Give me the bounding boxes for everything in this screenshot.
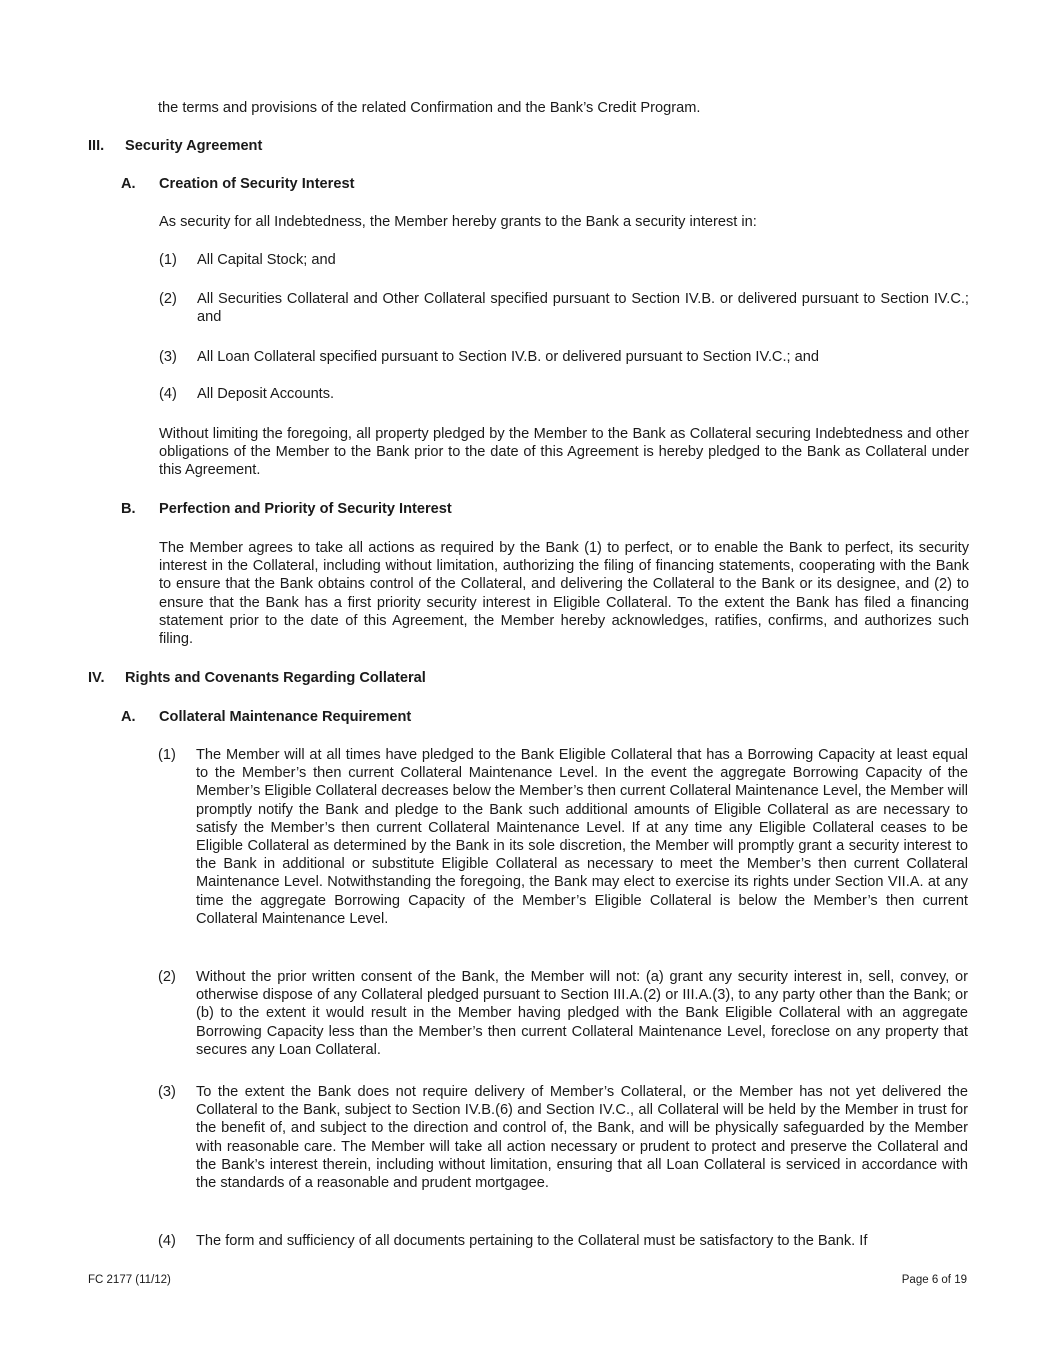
subsection-title: Collateral Maintenance Requirement	[159, 709, 412, 725]
list-item-number: (1)	[159, 252, 177, 268]
subsection-heading-iv-a	[121, 708, 411, 726]
continuation-text: the terms and provisions of the related Confirmation and the Bank’s Credit Program.	[158, 100, 701, 116]
subsection-heading-iii-a	[121, 175, 354, 193]
intro-paragraph: As security for all Indebtedness, the Member hereby grants to the Bank a security interest in:	[159, 214, 757, 230]
list-item	[158, 968, 968, 1059]
section-number: III.	[88, 138, 105, 154]
subsection-letter: A.	[121, 709, 136, 725]
subsection-title: Perfection and Priority of Security Interest	[159, 501, 452, 517]
section-title: Rights and Covenants Regarding Collateral	[125, 670, 426, 686]
section-heading-iii	[88, 137, 262, 155]
list-item-number: (3)	[158, 1084, 176, 1100]
list-item-number: (4)	[158, 1233, 176, 1249]
section-heading-iv	[88, 669, 426, 687]
list-item-text: To the extent the Bank does not require delivery of Member’s Collateral, or the Member has not yet delivered the Collateral to the Bank, subject to Section IV.B.(6) and Section IV.C., all Collateral will be held by the Member in trust for the benefit of, and subject to the direction and control of, the Bank, and will be physically safeguarded by the Member with reasonable care. The Member will take all action necessary or prudent to protect and preserve the Collateral and the Bank’s interest therein, including without limitation, ensuring that all Loan Collateral is serviced in accordance with the standards of a reasonable and prudent mortgagee.	[196, 1084, 968, 1192]
list-item-text: All Securities Collateral and Other Collateral specified pursuant to Section IV.B. or delivered pursuant to Section IV.C.; and	[197, 291, 969, 326]
list-item	[158, 1232, 968, 1250]
list-item-text: All Capital Stock; and	[197, 252, 336, 268]
perfection-paragraph: The Member agrees to take all actions as required by the Bank (1) to perfect, or to enable the Bank to perfect, its security interest in the Collateral, including without limitation, authorizing the filing of financing statements, cooperating with the Bank to ensure that the Bank obtains control of the Collateral, and delivering the Collateral to the Bank or its designee, and (2) to ensure that the Bank has a first priority security interest in Eligible Collateral. To the extent the Bank has filed a financing statement prior to the date of this Agreement, the Member hereby acknowledges, ratifies, confirms, and authorizes such filing.	[159, 540, 969, 648]
list-item-number: (2)	[158, 969, 176, 985]
list-item-text: All Loan Collateral specified pursuant to Section IV.B. or delivered pursuant to Section IV.C.; and	[197, 349, 819, 365]
subsection-letter: A.	[121, 176, 136, 192]
list-item-text: All Deposit Accounts.	[197, 386, 335, 402]
list-item-number: (3)	[159, 349, 177, 365]
list-item	[158, 1083, 968, 1192]
list-item-number: (2)	[159, 291, 177, 307]
section-number: IV.	[88, 670, 105, 686]
subsection-title: Creation of Security Interest	[159, 176, 355, 192]
list-item	[158, 746, 968, 928]
subsection-heading-iii-b	[121, 500, 452, 518]
footer-form-id: FC 2177 (11/12)	[88, 1274, 171, 1286]
list-item-text: The Member will at all times have pledged to the Bank Eligible Collateral that has a Borrowing Capacity at least equal to the Member’s then current Collateral Maintenance Level. In the event the aggregate Borrowing Capacity of the Member’s Eligible Collateral decreases below the Member’s then current Collateral Maintenance Level, the Member will promptly notify the Bank and pledge to the Bank such additional amounts of Eligible Collateral as are necessary to satisfy the Member’s then current Collateral Maintenance Level. If at any time any Eligible Collateral ceases to be Eligible Collateral as determined by the Bank in its sole discretion, the Member will promptly grant a security interest to the Bank in additional or substitute Eligible Collateral as necessary to meet the Member’s then current Collateral Maintenance Level. Notwithstanding the foregoing, the Bank may elect to exercise its rights under Section VII.A. at any time the aggregate Borrowing Capacity of the Member’s Eligible Collateral is below the Member’s then current Collateral Maintenance Level.	[196, 747, 968, 927]
list-item-text: Without the prior written consent of the Bank, the Member will not: (a) grant any security interest in, sell, convey, or otherwise dispose of any Collateral pledged pursuant to Section III.A.(2) or III.A.(3), to any party other than the Bank; or (b) to the extent it would result in the Member having pledged with the Bank Eligible Collateral with an aggregate Borrowing Capacity less than the Member’s then current Collateral Maintenance Level, foreclose on any property that secures any Loan Collateral.	[196, 969, 968, 1058]
list-item-number: (4)	[159, 386, 177, 402]
section-title: Security Agreement	[125, 138, 263, 154]
list-item	[159, 348, 969, 366]
footer-page-number: Page 6 of 19	[901, 1274, 967, 1286]
list-item-number: (1)	[158, 747, 176, 763]
closing-paragraph: Without limiting the foregoing, all property pledged by the Member to the Bank as Collateral securing Indebtedness and other obligations of the Member to the Bank prior to the date of this Agreement is hereby pledged to the Bank as Collateral under this Agreement.	[159, 426, 969, 479]
list-item	[159, 290, 969, 326]
list-item-text: The form and sufficiency of all documents pertaining to the Collateral must be satisfactory to the Bank. If	[196, 1233, 868, 1249]
list-item	[159, 251, 969, 269]
subsection-letter: B.	[121, 501, 136, 517]
list-item	[159, 385, 969, 403]
